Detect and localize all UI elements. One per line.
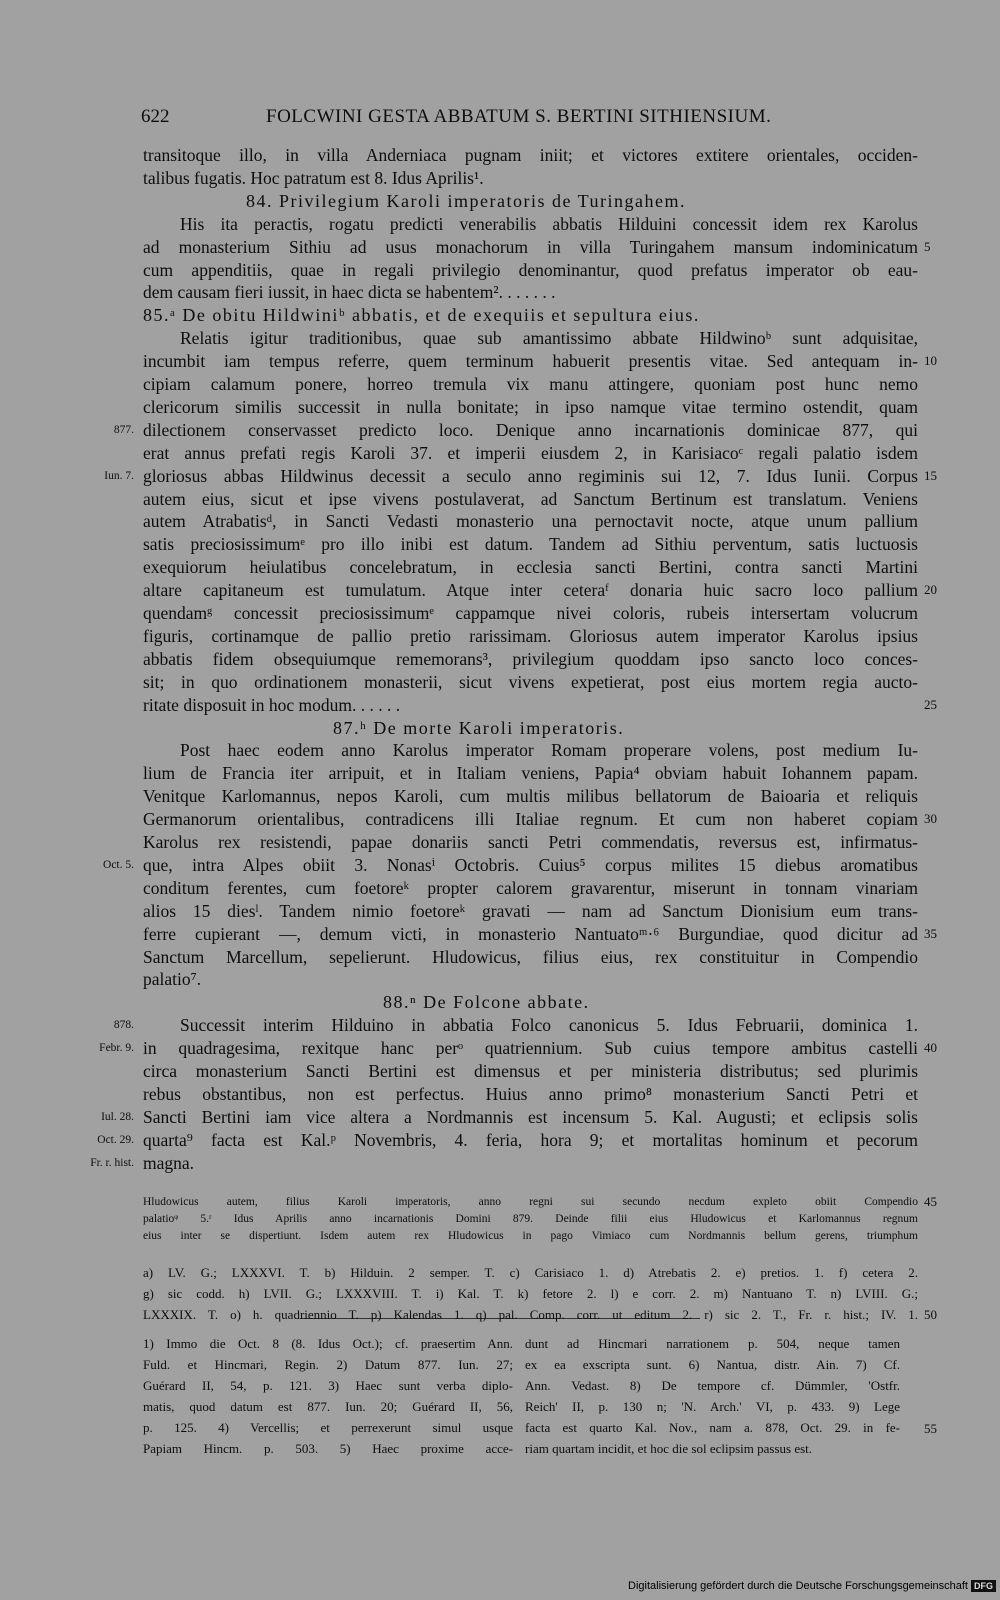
running-title: FOLCWINI GESTA ABBATUM S. BERTINI SITHIENSIUM. [266, 106, 772, 127]
text-line: erat annus prefati regis Karoli 37. et imperii eiusdem 2, in Karisiacoᶜ regali palatio isdem [143, 443, 918, 463]
footnote-line: 1) Immo die Oct. 8 (8. Idus Oct.); cf. praesertim Ann. [143, 1336, 513, 1351]
line-number: 35 [924, 926, 937, 941]
line-number: 50 [924, 1307, 937, 1322]
line-number: 40 [924, 1040, 937, 1055]
excerpt-line: palatioᵠ 5.ʳ Idus Aprilis anno incarnationis Domini 879. Deinde filii eius Hludowicus et Karlomannus regnum [143, 1213, 918, 1225]
text-line: Sancti Bertini iam vice altera a Nordmannis est incensum 5. Kal. Augusti; et eclipsis solis [143, 1107, 918, 1127]
text-line: que, intra Alpes obiit 3. Nonasⁱ Octobris. Cuius⁵ corpus milites 15 diebus aromatibus [143, 855, 918, 875]
text-line: quendamᵍ concessit preciosissimumᵉ cappamque nivei coloris, rubeis intersertam volucrum [143, 603, 918, 623]
footnote-line: matis, quod datum est 877. Iun. 20; Guérard II, 56, [143, 1399, 513, 1414]
footnote-line: Guérard II, 54, p. 121. 3) Haec sunt verba diplo- [143, 1378, 513, 1393]
text-line: Relatis igitur traditionibus, quae sub amantissimo abbate Hildwinoᵇ sunt adquisitae, [180, 328, 918, 348]
text-line: ritate disposuit in hoc modum. . . . . . [143, 695, 401, 715]
text-line: magna. [143, 1153, 195, 1173]
text-line: Sanctum Marcellum, sepelierunt. Hludowicus, filius eius, rex constituitur in Compendio [143, 947, 918, 967]
text-line: His ita peractis, rogatu predicti venerabilis abbatis Hilduini concessit idem rex Karolus [180, 214, 918, 234]
margin-date: 878. [113, 1019, 134, 1031]
text-line: dilectionem conservasset predicto loco. Denique anno incarnationis dominicae 877, qui [143, 420, 918, 440]
section-heading: 88.ⁿ De Folcone abbate. [383, 992, 590, 1012]
text-line: ad monasterium Sithiu ad usus monachorum in villa Turingahem mansum indominicatum [143, 237, 918, 257]
footnote-line: riam quartam incidit, et hoc die sol eclipsim passus est. [525, 1441, 813, 1456]
variant-note-line: a) LV. G.; LXXXVI. T. b) Hilduin. 2 semper. T. c) Carisiaco 1. d) Atrebatis 2. e) pretios. 1. f) cetera 2. [143, 1265, 918, 1280]
footnote-line: Ann. Vedast. 8) De tempore cf. Dümmler, 'Ostfr. [525, 1378, 900, 1393]
text-line: transitoque illo, in villa Anderniaca pugnam iniit; et victores extitere orientales, occiden- [143, 145, 918, 165]
footnote-line: p. 125. 4) Vercellis; et perrexerunt simul usque [143, 1420, 513, 1435]
text-line: altare capitaneum est tumulatum. Atque inter ceteraᶠ donaria huic sacro loco pallium [143, 580, 918, 600]
text-line: sit; in quo ordinationem monasterii, sicut vivens expetierat, post eius mortem regia aucto- [143, 672, 918, 692]
footnote-line: Reich' II, p. 130 n; 'N. Arch.' VI, p. 433. 9) Lege [525, 1399, 900, 1414]
section-heading: 85.ᵃ De obitu Hildwiniᵇ abbatis, et de exequiis et sepultura eius. [143, 305, 700, 325]
text-line: autem Atrabatisᵈ, in Sancti Vedasti monasterio una pernoctavit nocte, atque unum pallium [143, 511, 918, 531]
text-line: Germanorum orientalibus, contradicens illi Italiae regnum. Et cum non haberet copiam [143, 809, 918, 829]
footnote-line: Fuld. et Hincmari, Regin. 2) Datum 877. Iun. 27; [143, 1357, 513, 1372]
text-line: rebus obstantibus, non est perfectus. Huius anno primo⁸ monasterium Sancti Petri et [143, 1084, 918, 1104]
text-line: abbatis fidem obsequiumque rememorans³, privilegium quoddam ipso sancto loco conces- [143, 649, 918, 669]
footnote-line: facta est quarto Kal. Nov., nam a. 878, Oct. 29. in fe- [525, 1420, 900, 1435]
text-line: exequiorum heiulatibus concelebratum, in ecclesia sancti Bertini, contra sancti Martini [143, 557, 918, 577]
margin-date: Fr. r. hist. [90, 1157, 134, 1169]
text-line: palatio⁷. [143, 969, 202, 989]
dfg-logo: DFG [971, 1580, 996, 1592]
text-line: cum appenditiis, quae in regali privilegio denominantur, quod prefatus imperator ob eau- [143, 260, 918, 280]
text-line: cipiam calamum ponere, horreo tremula vix manu attingere, quoniam post hunc nemo [143, 374, 918, 394]
text-line: figuris, cortinamque de pallio pretio rarissimam. Gloriosus autem imperator Karolus ipsius [143, 626, 918, 646]
text-line: Karolus rex resistendi, papae donariis sancti Petri commendatis, reversus est, infirmatus- [143, 832, 918, 852]
text-line: Post haec eodem anno Karolus imperator Romam properare volens, post medium Iu- [180, 740, 918, 760]
text-line: gloriosus abbas Hildwinus decessit a seculo anno regiminis sui 12, 7. Idus Iunii. Corpus [143, 466, 918, 486]
line-number: 55 [924, 1421, 937, 1436]
margin-date: Iun. 7. [104, 470, 134, 482]
text-line: circa monasterium Sancti Bertini est dimensus et per ministeria distributus; sed plurimis [143, 1061, 918, 1081]
text-line: ferre cupierant —, demum victi, in monasterio Nantuatoᵐ·⁶ Burgundiae, quod dicitur ad [143, 924, 918, 944]
line-number: 10 [924, 353, 937, 368]
text-line: incumbit iam tempus referre, quem terminum habuerit presentis vitae. Sed antequam in- [143, 351, 918, 371]
excerpt-line: Hludowicus autem, filius Karoli imperatoris, anno regni sui secundo necdum expleto obiit Compendio [143, 1196, 918, 1208]
margin-date: 877. [113, 424, 134, 436]
dfg-footer [628, 1580, 996, 1592]
excerpt-line: eius inter se dispertiunt. Isdem autem rex Hludowicus in pago Vimiaco cum Nordmannis bellum gerens, triumphum [143, 1230, 918, 1242]
variant-note-line: g) sic codd. h) LVII. G.; LXXXVIII. T. i) Kal. T. k) fetore 2. l) e corr. 2. m) Nantuano T. n) LVIII. G.; [143, 1286, 918, 1301]
line-number: 5 [924, 239, 931, 254]
text-line: lium de Francia iter arripuit, et in Italiam veniens, Papia⁴ obviam habuit Iohannem papam. [143, 763, 918, 783]
section-heading: 87.ʰ De morte Karoli imperatoris. [333, 718, 625, 738]
line-number: 20 [924, 582, 937, 597]
text-line: conditum ferentes, cum foetoreᵏ propter calorem gravarentur, miserunt in tonnam vinariam [143, 878, 918, 898]
footnote-line: Papiam Hincm. p. 503. 5) Haec proxime acce- [143, 1441, 513, 1456]
text-line: quarta⁹ facta est Kal.ᵖ Novembris, 4. feria, hora 9; et mortalitas hominum et pecorum [143, 1130, 918, 1150]
line-number: 15 [924, 468, 937, 483]
page-header [141, 106, 931, 130]
text-line: Successit interim Hilduino in abbatia Folco canonicus 5. Idus Februarii, dominica 1. [180, 1015, 918, 1035]
section-heading: 84. Privilegium Karoli imperatoris de Turingahem. [246, 191, 686, 211]
line-number: 45 [924, 1194, 937, 1209]
text-line: clericorum similis successit in nulla bonitate; in ipso namque vitae termino ostendit, quam [143, 397, 918, 417]
text-line: alios 15 diesˡ. Tandem nimio foetoreᵏ gravati — nam ad Sanctum Dionisium eum trans- [143, 901, 918, 921]
text-line: talibus fugatis. Hoc patratum est 8. Idus Aprilis¹. [143, 168, 484, 188]
footnote-line: dunt ad Hincmari narrationem p. 504, neque tamen [525, 1336, 900, 1351]
margin-date: Oct. 29. [97, 1134, 134, 1146]
variant-note-line: LXXXIX. T. o) h. quadriennio T. p) Kalendas 1. q) pal. Comp. corr. ut editum 2. r) sic 2. T., Fr. r. hist.; IV. 1. [143, 1307, 918, 1322]
margin-date: Oct. 5. [103, 859, 134, 871]
margin-date: Iul. 28. [101, 1111, 134, 1123]
footer-text: Digitalisierung gefördert durch die Deutsche Forschungsgemeinschaft [628, 1580, 968, 1592]
text-line: Venitque Karlomannus, nepos Karoli, cum multis milibus bellatorum de Baioaria et reliquis [143, 786, 918, 806]
text-line: in quadragesima, rexitque hanc perᵒ quatriennium. Sub cuius tempore ambitus castelli [143, 1038, 918, 1058]
footnote-line: ex ea exscripta sunt. 6) Nantua, distr. Ain. 7) Cf. [525, 1357, 900, 1372]
margin-date: Febr. 9. [99, 1042, 134, 1054]
text-line: autem eius, sicut et ipse vivens postulaverat, ad Sanctum Bertinum est translatum. Veniens [143, 489, 918, 509]
line-number: 25 [924, 697, 937, 712]
line-number: 30 [924, 811, 937, 826]
text-line: dem causam fieri iussit, in haec dicta se habentem². . . . . . . [143, 282, 556, 302]
page-number: 622 [141, 106, 170, 127]
text-line: satis preciosissimumᵉ pro illo inibi est datum. Tandem ad Sithiu perventum, satis luctuosis [143, 534, 918, 554]
